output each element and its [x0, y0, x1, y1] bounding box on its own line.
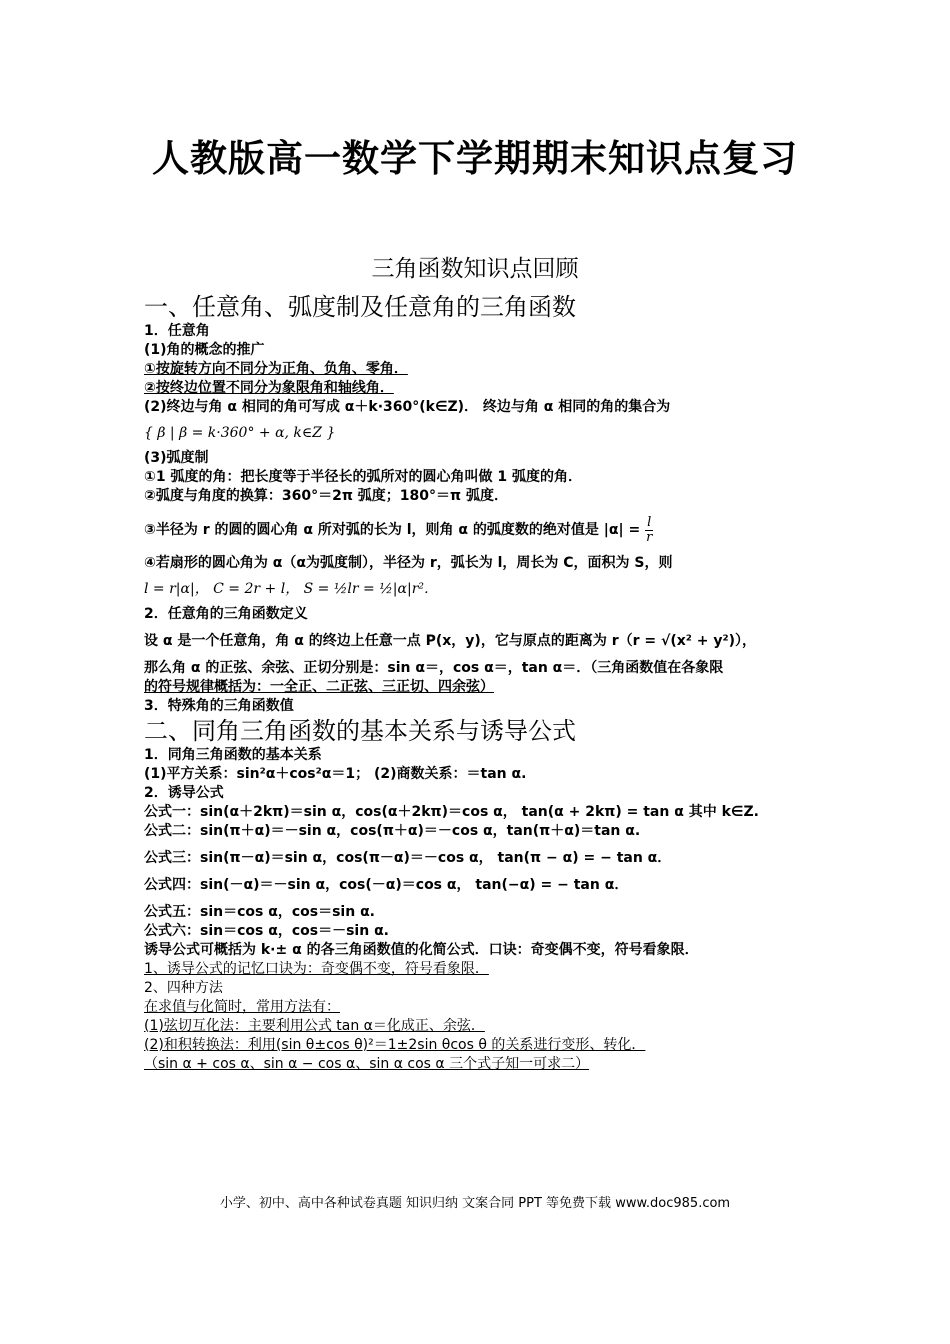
s2-line-13: 在求值与化简时，常用方法有：	[144, 999, 340, 1015]
s2-formula-4: 公式四：sin(－α)＝－sin α，cos(－α)＝cos α， tan(−α) = − tan α．	[144, 877, 629, 893]
s2-line-14: (1)弦切互化法：主要利用公式 tan α＝化成正、余弦．	[144, 1018, 485, 1034]
section-1-heading: 一、任意角、弧度制及任意角的三角函数	[144, 293, 576, 321]
l-over-r-fraction	[645, 516, 653, 545]
s1-line-2: (1)角的概念的推广	[144, 342, 265, 358]
s2-formula-2: 公式二：sin(π＋α)＝－sin α，cos(π＋α)＝－cos α，tan(π＋α)＝tan α.	[144, 823, 641, 839]
s1-line-10	[144, 514, 812, 546]
s2-line-2: (1)平方关系：sin²α＋cos²α＝1； (2)商数关系：＝tan α.	[144, 766, 527, 782]
s1-line-1: 1．任意角	[144, 323, 210, 339]
s1-line-13: 2．任意角的三角函数定义	[144, 606, 308, 622]
s1-line-4: ②按终边位置不同分为象限角和轴线角．	[144, 380, 394, 396]
s1-line-5: (2)终边与角 α 相同的角可写成 α＋k·360°(k∈Z)． 终边与角 α 相同的角的集合为	[144, 399, 671, 415]
s2-line-11: 1、诱导公式的记忆口诀为：奇变偶不变，符号看象限．	[144, 961, 489, 977]
document-title: 人教版高一数学下学期期末知识点复习	[152, 137, 798, 180]
s2-line-10: 诱导公式可概括为 k·± α 的各三角函数值的化简公式．口诀：奇变偶不变，符号看象限．	[144, 942, 699, 958]
s2-formula-3: 公式三：sin(π－α)＝sin α，cos(π－α)＝－cos α， tan(π − α) = − tan α．	[144, 850, 672, 866]
s2-line-1: 1．同角三角函数的基本关系	[144, 747, 322, 763]
s2-formula-1: 公式一：sin(α＋2kπ)＝sin α，cos(α＋2kπ)＝cos α， tan(α + 2kπ) = tan α 其中 k∈Z.	[144, 804, 759, 820]
document-subtitle: 三角函数知识点回顾	[371, 256, 579, 282]
s1-line-15: 那么角 α 的正弦、余弦、正切分别是：sin α＝，cos α＝，tan α＝．（三角函数值在各象限	[144, 660, 724, 676]
s1-sector-formulas: l = r|α|， C = 2r + l， S = ½lr = ½|α|r²．	[144, 581, 438, 597]
s1-line-16: 的符号规律概括为：一全正、二正弦、三正切、四余弦）	[144, 679, 494, 695]
s1-line-11: ④若扇形的圆心角为 α（α为弧度制），半径为 r，弧长为 l，周长为 C，面积为 S，则	[144, 555, 673, 571]
s2-line-15: (2)和积转换法：利用(sin θ±cos θ)²＝1±2sin θcos θ 的关系进行变形、转化．	[144, 1037, 646, 1053]
page-footer: 小学、初中、高中各种试卷真题 知识归纳 文案合同 PPT 等免费下载 www.doc985.com	[219, 1196, 731, 1211]
s1-line-3: ①按旋转方向不同分为正角、负角、零角．	[144, 361, 408, 377]
fraction-denominator: r	[646, 529, 653, 545]
s1-line-17: 3．特殊角的三角函数值	[144, 698, 294, 714]
fraction-numerator: l	[647, 514, 652, 530]
s2-line-3: 2．诱导公式	[144, 785, 224, 801]
s1-line-9: ②弧度与角度的换算：360°＝2π 弧度；180°＝π 弧度．	[144, 488, 508, 504]
s1-line-14: 设 α 是一个任意角，角 α 的终边上任意一点 P(x，y)，它与原点的距离为 r（r = √(x² + y²)），	[144, 633, 757, 649]
s2-line-16: （sin α + cos α、sin α − cos α、sin α cos α 三个式子知一可求二）	[144, 1056, 590, 1072]
s2-line-12: 2、四种方法	[144, 980, 223, 996]
document-body	[144, 292, 812, 1074]
s2-formula-5: 公式五：sin＝cos α，cos＝sin α.	[144, 904, 375, 920]
s1-line-8: ①1 弧度的角：把长度等于半径长的弧所对的圆心角叫做 1 弧度的角．	[144, 469, 582, 485]
s1-line-10-text: ③半径为 r 的圆的圆心角 α 所对弧的长为 l，则角 α 的弧度数的绝对值是 |α| =	[144, 522, 641, 538]
s1-angle-set-formula: { β | β = k·360° + α, k∈Z }	[144, 425, 336, 441]
s1-line-7: (3)弧度制	[144, 450, 209, 466]
s2-formula-6: 公式六：sin＝cos α，cos＝－sin α.	[144, 923, 389, 939]
section-2-heading: 二、同角三角函数的基本关系与诱导公式	[144, 717, 576, 745]
